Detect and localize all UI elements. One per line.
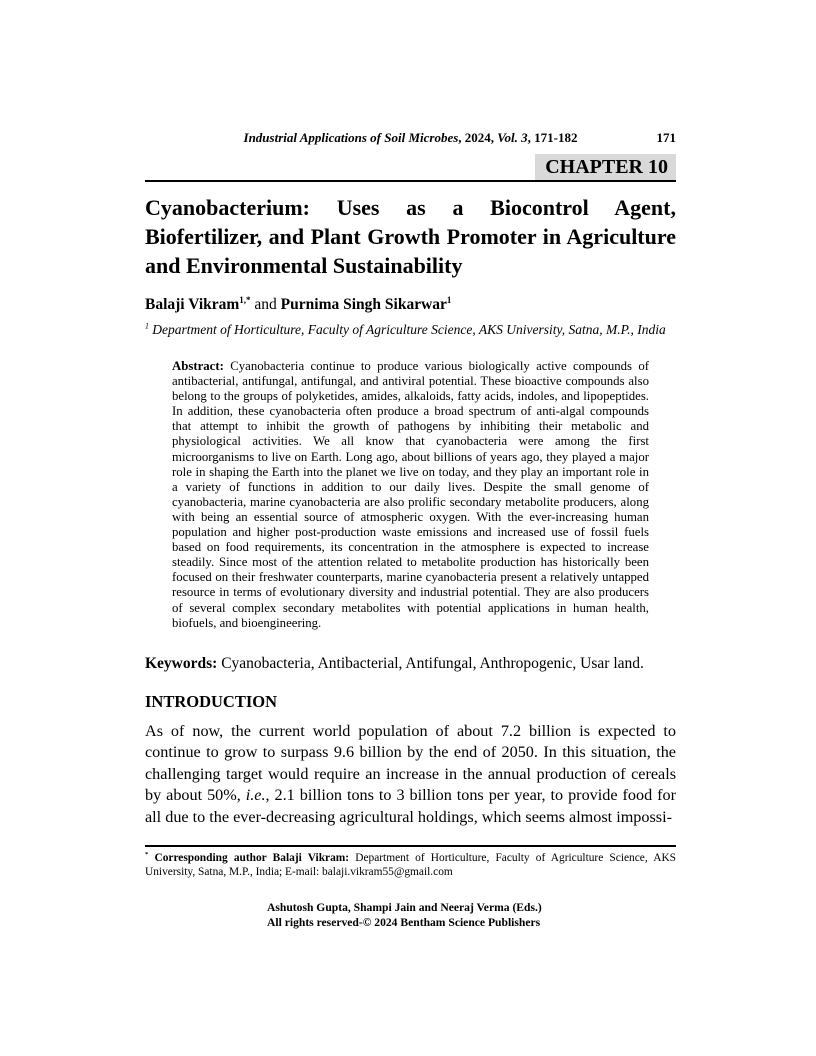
introduction-heading: INTRODUCTION — [145, 691, 278, 711]
chapter-title: Cyanobacterium: Uses as a Biocontrol Agent, Biofertilizer, and Plant Growth Promoter in Agriculture and Environmental Sustainability — [145, 195, 676, 278]
footnote-marker: * — [145, 851, 149, 859]
affiliation-text: Department of Horticulture, Faculty of Agriculture Science, AKS University, Satna, M.P., India — [148, 322, 666, 337]
running-head — [145, 130, 676, 145]
journal-pages: , 171-182 — [527, 130, 578, 145]
keywords-line — [145, 654, 676, 673]
author-1: Balaji Vikram$^{1,*}$ — [145, 294, 251, 313]
author-2-superscript: 1 — [446, 294, 452, 305]
introduction-text-1: As of now, the current world population of about 7.2 billion is expected to continue to grow to surpass 9.6 billion by the end of 2050. In this situation, the challenging target would require an increase in the annual production of cereals by about 50%, — [145, 721, 676, 805]
introduction-paragraph — [145, 721, 676, 829]
abstract — [172, 359, 649, 631]
affiliation-superscript: 1 — [145, 321, 149, 331]
affiliation-line — [145, 321, 676, 338]
page — [145, 0, 676, 930]
authors-connector: and — [250, 296, 281, 313]
footnote-text: Department of Horticulture, Faculty of Agriculture Science, AKS University, Satna, M.P., India; E-mail: balaji.vikram55@gmail.com — [145, 851, 676, 879]
rights-line: All rights reserved-© 2024 Bentham Science Publishers — [267, 916, 541, 930]
keywords-label: Keywords: — [145, 654, 218, 672]
abstract-label: Abstract: — [172, 359, 224, 373]
journal-volume: Vol. 3 — [497, 130, 528, 145]
journal-name: Industrial Applications of Soil Microbes — [243, 130, 459, 145]
keywords-text: Cyanobacteria, Antibacterial, Antifungal, Anthropogenic, Usar land. — [217, 654, 644, 672]
abstract-text: Cyanobacteria continue to produce various biologically active compounds of antibacterial, antifungal, antifungal, and antiviral potential. These bioactive compounds also belong to the groups of polyketides, amides, alkaloids, fatty acids, indoles, and lipopeptides. In addition, these cyanobacteria often produce a broad spectrum of anti-algal compounds that attempt to inhibit the growth of pathogens by inhibiting their metabolic and physiological activities. We all know that cyanobacteria were among the first microorganisms to live on Earth. Long ago, about billions of years ago, they played a major role in shaping the Earth into the planet we live on today, and they play an important role in a variety of functions in addition to our daily lives. Despite the small genome of cyanobacteria, marine cyanobacteria are also prolific secondary metabolite producers, along with being an essential source of atmospheric oxygen. With the ever-increasing human population and higher post-production waste emissions and increased use of fossil fuels based on food requirements, its concentration in the atmosphere is expected to increase steadily. Since most of the attention related to metabolite production has historically been focused on their freshwater counterparts, marine cyanobacteria present a relatively untapped resource in terms of evolutionary diversity and industrial potential. They are also producers of several complex secondary metabolites with potential applications in human health, biofuels, and bioengineering. — [172, 359, 649, 630]
introduction-text-2: , 2.1 billion tons to 3 billion tons per year, to provide food for all due to the ever-decreasing agricultural holdings, which seems almost impossi- — [145, 786, 676, 827]
editors-line: Ashutosh Gupta, Shampi Jain and Neeraj Verma (Eds.) — [267, 901, 542, 915]
publisher-credit — [267, 900, 676, 930]
author-1-superscript: 1,* — [239, 294, 251, 305]
chapter-label: CHAPTER 10 — [535, 154, 676, 180]
corresponding-author-footnote — [145, 845, 676, 880]
journal-year: , 2024, — [458, 130, 498, 145]
authors-line — [145, 295, 676, 314]
chapter-banner-row — [145, 154, 676, 182]
introduction-text-italic: i.e. — [245, 786, 266, 805]
footnote-label: Corresponding author Balaji Vikram: — [148, 851, 350, 864]
page-number: 171 — [656, 130, 676, 145]
running-head-title — [205, 130, 616, 145]
author-2: Purnima Singh Sikarwar$^1$ — [280, 294, 452, 313]
